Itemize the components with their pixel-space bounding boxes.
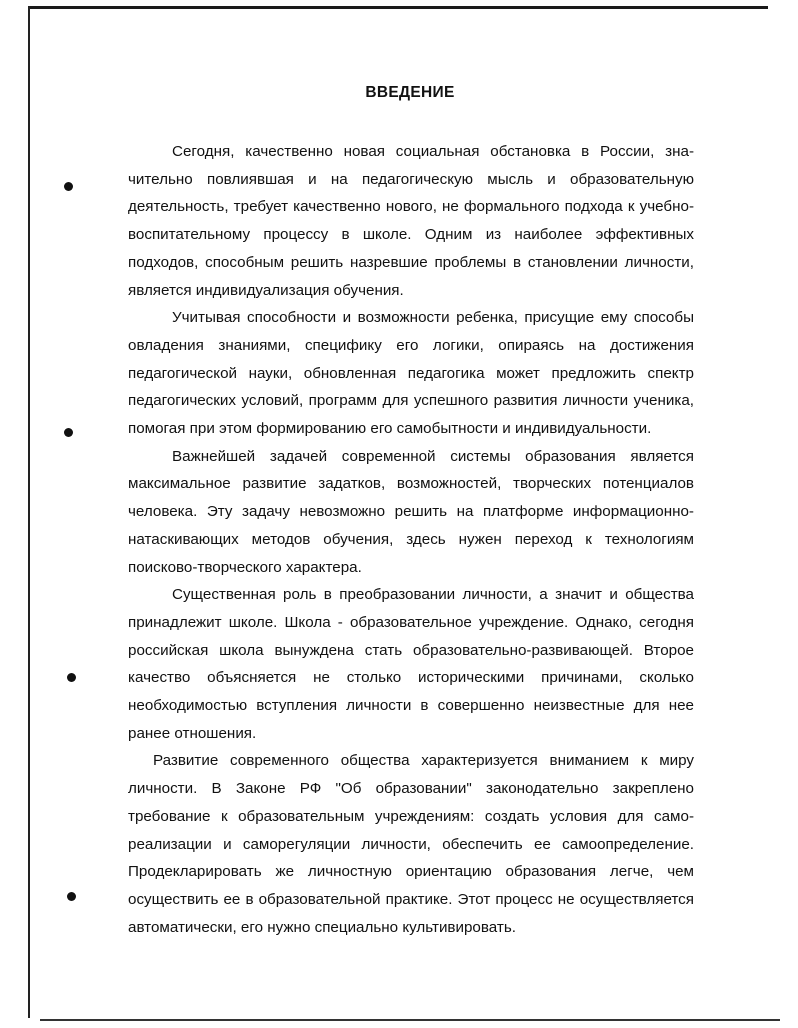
scan-border-bottom bbox=[40, 1019, 780, 1021]
paragraph: Учитывая способности и возможности ребенка, присущие ему способы овладения знаниями, специфику его логики, опираясь на достижения педагогической науки, обновленная педагогика может предложить спектр педагогических условий, программ для успешного развития личности ученика, помогая при этом формированию его самобытности и индивидуальности. bbox=[128, 309, 694, 438]
document-body bbox=[128, 138, 694, 941]
scan-border-top bbox=[30, 6, 768, 9]
paragraph: Развитие современного общества характеризуется вниманием к миру личности. В Законе РФ "Об образовании" законодательно закреплено требование к образовательным учреждениям: создать условия для самореализации и саморегуляции личности, обеспечить ее самоопределение. Продекларировать же личностную ориентацию образования легче, чем осуществить ее в образовательной практике. Этот процесс не осуществляется автоматически, его нужно специально культивировать. bbox=[128, 752, 694, 936]
page-title: ВВЕДЕНИЕ bbox=[365, 84, 455, 101]
scan-border-left bbox=[28, 6, 30, 1018]
paragraph: Важнейшей задачей современной системы образования является максимальное развитие задатков, возможностей, творческих потенциалов человека. Эту задачу невозможно решить на платформе информационно-натаскивающих методов обучения, здесь нужен переход к технологиям поисково-творческого характера. bbox=[128, 447, 694, 576]
punch-hole-mark bbox=[67, 673, 76, 682]
punch-hole-mark bbox=[64, 182, 73, 191]
punch-hole-mark bbox=[67, 892, 76, 901]
paragraph: Сегодня, качественно новая социальная обстановка в России, значительно повлиявшая и на педагогическую мысль и образовательную деятельность, требует качественно нового, не формального подхода к учебно-воспитательному процессу в школе. Одним из наиболее эффективных подходов, способным решить назревшие проблемы в становлении личности, является индивидуализация обучения. bbox=[128, 143, 694, 299]
punch-hole-mark bbox=[64, 428, 73, 437]
paragraph: Существенная роль в преобразовании личности, а значит и общества принадлежит школе. Школа - образовательное учреждение. Однако, сегодня российская школа вынуждена стать образовательно-развивающей. Второе качество объясняется не столько историческими причинами, сколько необходимостью вступления личности в совершенно неизвестные для нее ранее отношения. bbox=[128, 586, 694, 742]
